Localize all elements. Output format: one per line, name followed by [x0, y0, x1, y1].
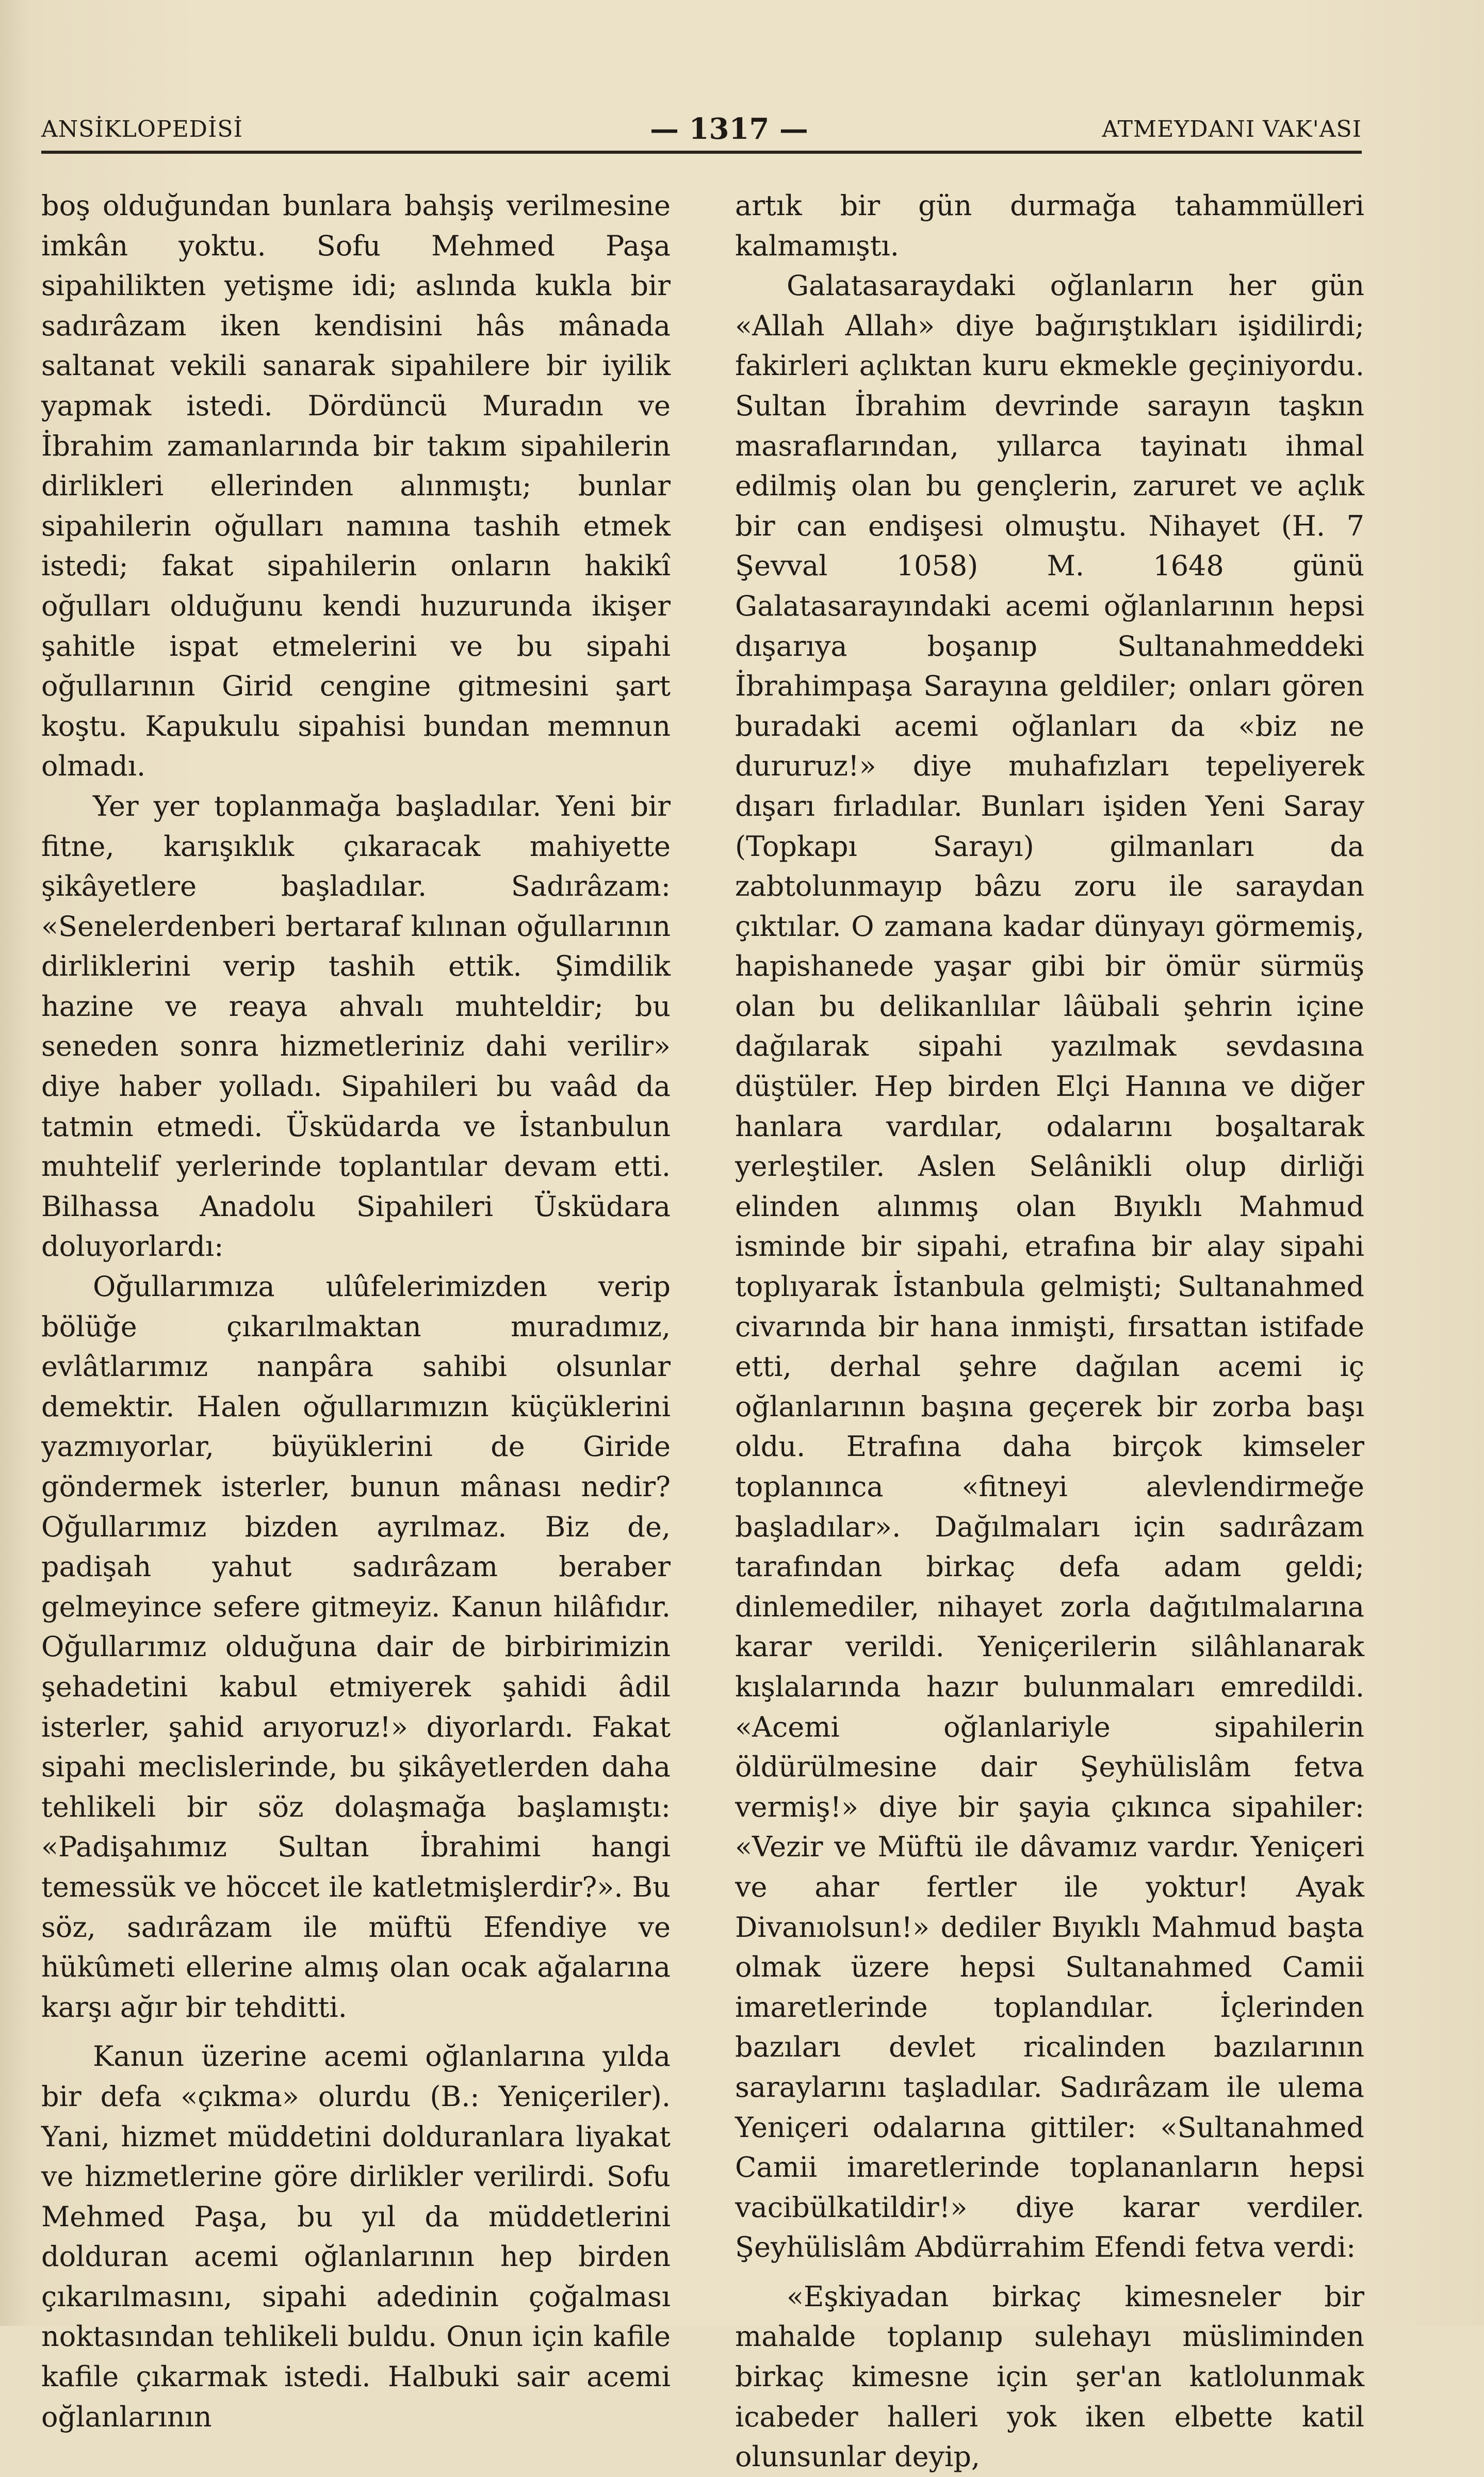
paragraph: artık bir gün durmağa tahammülleri kalmamıştı.: [735, 189, 1364, 262]
header-left: ANSİKLOPEDİSİ: [41, 116, 243, 142]
paragraph: «Eşkiyadan birkaç kimesneler bir mahalde toplanıp sulehayı müsliminden birkaç kimesne için şer'an katlolunmak icabeder halleri yok iken elbette katil olunsunlar deyip,: [735, 2280, 1364, 2473]
paragraph: Yer yer toplanmağa başladılar. Yeni bir fitne, karışıklık çıkaracak mahiyette şikâyetlere başladılar. Sadırâzam: «Senelerdenberi bertaraf kılınan oğullarının dirliklerini verip tashih ettik. Şimdilik hazine ve reaya ahvalı muhteldir; bu seneden sonra hizmetleriniz dahi verilir» diye haber yolladı. Sipahileri bu vaâd da tatmin etmedi. Üsküdarda ve İstanbulun muhtelif yerlerinde toplantılar devam etti. Bilhassa Anadolu Sipahileri Üsküdara doluyorlardı:: [41, 789, 671, 1263]
paragraph: Oğullarımıza ulûfelerimizden verip bölüğe çıkarılmaktan muradımız, evlâtlarımız nanpâra sahibi olsunlar demektir. Halen oğullarımızın küçüklerini yazmıyorlar, büyüklerini de Giride göndermek isterler, bunun mânası nedir? Oğullarımız bizden ayrılmaz. Biz de, padişah yahut sadırâzam beraber gelmeyince sefere gitmeyiz. Kanun hilâfıdır. Oğullarımız olduğuna dair de birbirimizin şehadetini kabul etmiyerek şahidi âdil isterler, şahid arıyoruz!» diyorlardı. Fakat sipahi meclislerinde, bu şikâyetlerden daha tehlikeli bir söz dolaşmağa başlamıştı: «Padişahımız Sultan İbrahimi hangi temessük ve höccet ile katletmişlerdir?». Bu söz, sadırâzam ile müftü Efendiye ve hükûmeti ellerine almış olan ocak ağalarına karşı ağır bir tehditti.: [41, 1270, 671, 2023]
paragraph: boş olduğundan bunlara bahşiş verilmesine imkân yoktu. Sofu Mehmed Paşa sipahilikten yetişme idi; aslında kukla bir sadırâzam iken kendisini hâs mânada saltanat vekili sanarak sipahilere bir iyilik yapmak istedi. Dördüncü Muradın ve İbrahim zamanlarında bir takım sipahilerin dirlikleri ellerinden alınmıştı; bunlar sipahilerin oğulları namına tashih etmek istedi; fakat sipahilerin onların hakikî oğulları olduğunu kendi huzurunda ikişer şahitle ispat etmelerini ve bu sipahi oğullarının Girid cengine gitmesini şart koştu. Kapukulu sipahisi bundan memnun olmadı.: [41, 189, 671, 783]
header-rule: [41, 151, 1362, 154]
paragraph: Kanun üzerine acemi oğlanlarına yılda bir defa «çıkma» olurdu (B.: Yeniçeriler). Yani, hizmet müddetini dolduranlara liyakat ve hizmetlerine göre dirlikler verilirdi. Sofu Mehmed Paşa, bu yıl da müddetlerini dolduran acemi oğlanlarının hep birden çıkarılmasını, sipahi adedinin çoğalması noktasından tehlikeli buldu. Onun için kafile kafile çıkarmak istedi. Halbuki sair acemi oğlanlarının: [41, 2040, 671, 2433]
right-column: [735, 186, 1364, 2477]
paragraph: Galatasaraydaki oğlanların her gün «Allah Allah» diye bağırıştıkları işidilirdi; fakirleri açlıktan kuru ekmekle geçiniyordu. Sultan İbrahim devrinde sarayın taşkın masraflarından, yıllarca tayinatı ihmal edilmiş olan bu gençlerin, zaruret ve açlık bir can endişesi olmuştu. Nihayet (H. 7 Şevval 1058) M. 1648 günü Galatasarayındaki acemi oğlanlarının hepsi dışarıya boşanıp Sultanahmeddeki İbrahimpaşa Sarayına geldiler; onları gören buradaki acemi oğlanları da «biz ne dururuz!» diye muhafızları tepeliyerek dışarı fırladılar. Bunları işiden Yeni Saray (Topkapı Sarayı) gilmanları da zabtolunmayıp bâzu zoru ile saraydan çıktılar. O zamana kadar dünyayı görmemiş, hapishanede yaşar gibi bir ömür sürmüş olan bu delikanlılar lâübali şehrin içine dağılarak sipahi yazılmak sevdasına düştüler. Hep birden Elçi Hanına ve diğer hanlara vardılar, odalarını boşaltarak yerleştiler. Aslen Selânikli olup dirliği elinden alınmış olan Bıyıklı Mahmud isminde bir sipahi, etrafına bir alay sipahi toplıyarak İstanbula gelmişti; Sultanahmed civarında bir hana inmişti, fırsattan istifade etti, derhal şehre dağılan acemi iç oğlanlarının başına geçerek bir zorba başı oldu. Etrafına daha birçok kimseler toplanınca «fitneyi alevlendirmeğe başladılar». Dağılmaları için sadırâzam tarafından birkaç defa adam geldi; dinlemediler, nihayet zorla dağıtılmalarına karar verildi. Yeniçerilerin silâhlanarak kışlalarında hazır bulunmaları emredildi. «Acemi oğlanlariyle sipahilerin öldürülmesine dair Şeyhülislâm fetva vermiş!» diye bir şayia çıkınca sipahiler: «Vezir ve Müftü ile dâvamız vardır. Yeniçeri ve ahar fertler ile yoktur! Ayak Divanıolsun!» dediler Bıyıklı Mahmud başta olmak üzere hepsi Sultanahmed Camii imaretlerinde toplandılar. İçlerinden bazıları devlet ricalinden bazılarının saraylarını taşladılar. Sadırâzam ile ulema Yeniçeri odalarına gittiler: «Sultanahmed Camii imaretlerinde toplananların hepsi vacibülkatildir!» diye karar verdiler. Şeyhülislâm Abdürrahim Efendi fetva verdi:: [735, 269, 1364, 2264]
page-number: — 1317 —: [650, 112, 808, 146]
left-column: [41, 186, 671, 2437]
header-right: ATMEYDANI VAK'ASI: [1102, 116, 1362, 142]
